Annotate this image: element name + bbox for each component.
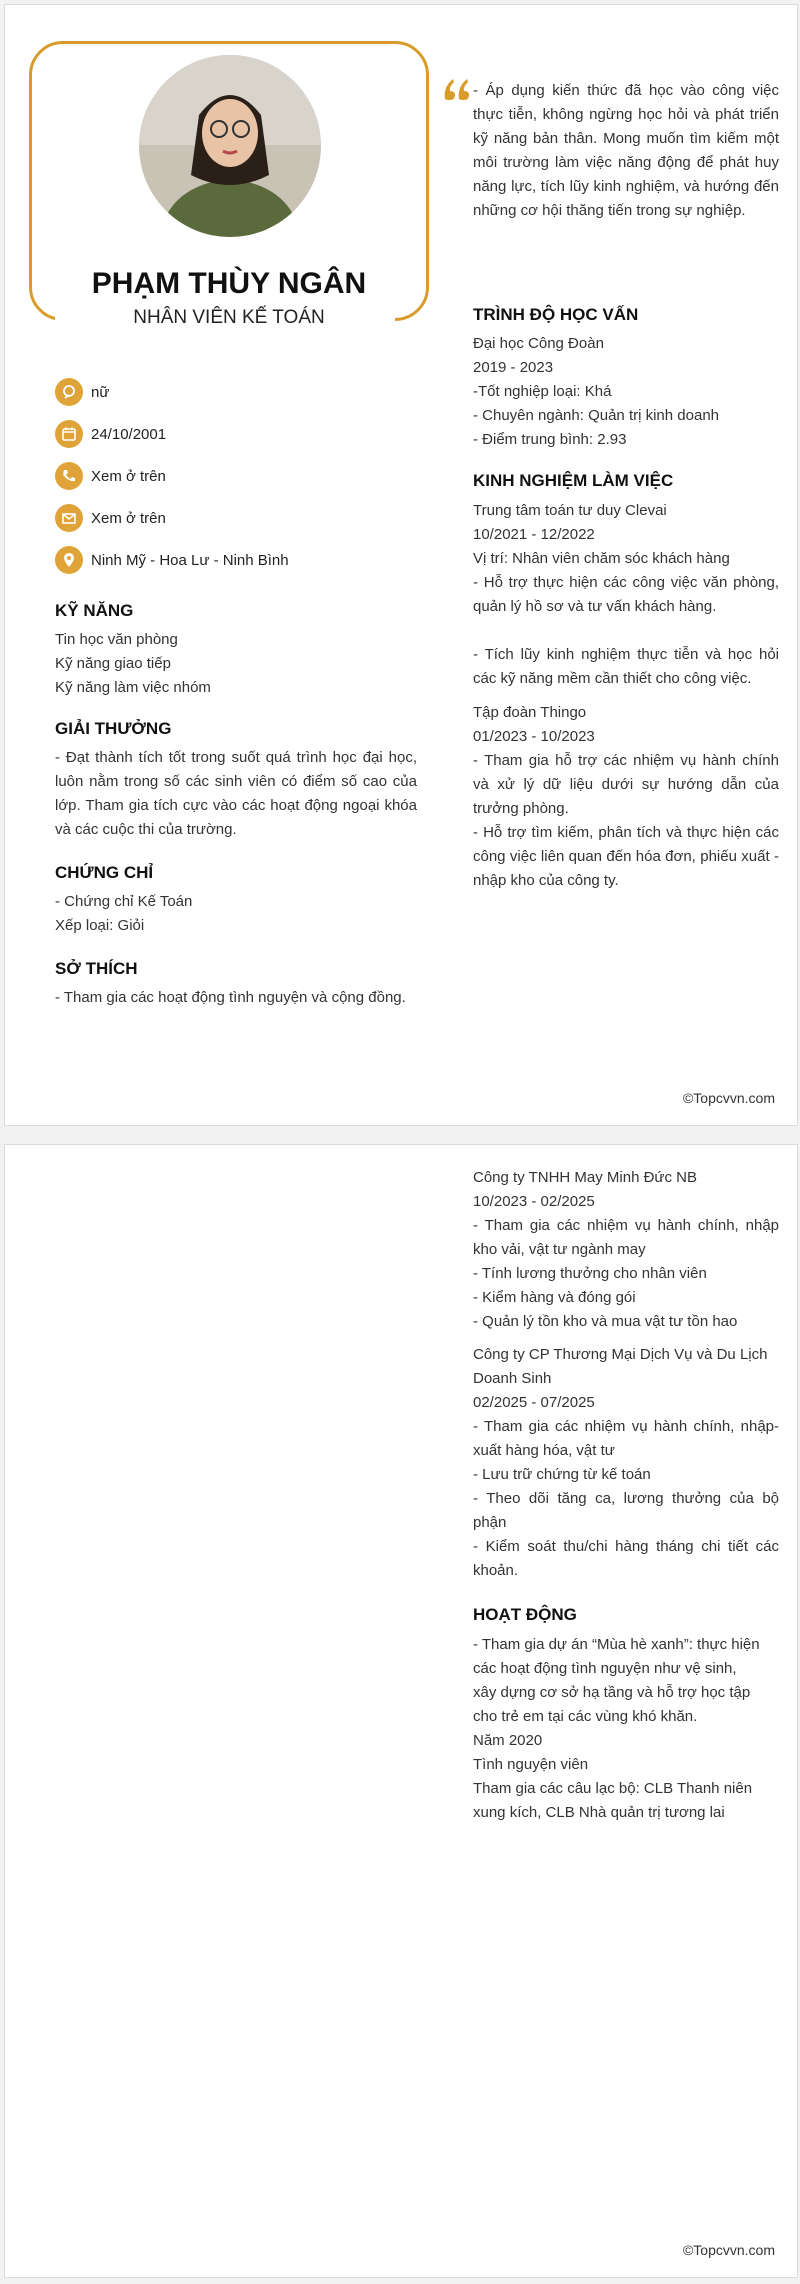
email-icon (55, 504, 83, 532)
skills-heading: KỸ NĂNG (55, 601, 134, 620)
contact-email: Xem ở trên (55, 504, 166, 532)
job-duty: - Hỗ trợ thực hiện các công việc văn phòng, quản lý hồ sơ và tư vấn khách hàng. (473, 574, 779, 615)
job-entry (473, 701, 595, 749)
job-duty: - Hỗ trợ tìm kiếm, phân tích và thực hiện các công việc liên quan đến hóa đơn, phiếu xuất - nhập kho của công ty. (473, 824, 779, 889)
job-duty: - Tham gia các nhiệm vụ hành chính, nhập kho vải, vật tư ngành may (473, 1217, 779, 1258)
job-duty: - Kiểm soát thu/chi hàng tháng chi tiết các khoản. (473, 1538, 779, 1579)
candidate-name: PHẠM THÙY NGÂN (91, 267, 367, 300)
activities-heading: HOẠT ĐỘNG (473, 1605, 577, 1624)
job-duty: - Quản lý tồn kho và mua vật tư tồn hao (473, 1313, 738, 1330)
job-duty: - Lưu trữ chứng từ kế toán (473, 1466, 651, 1483)
job-entry (473, 499, 730, 571)
calendar-icon (55, 420, 83, 448)
experience-heading: KINH NGHIỆM LÀM VIỆC (473, 471, 674, 490)
contact-phone: Xem ở trên (55, 462, 166, 490)
company-name: Tập đoàn Thingo (473, 704, 587, 721)
contact-birthday: 24/10/2001 (55, 420, 166, 448)
company-name: Công ty TNHH May Minh Đức NB (473, 1169, 697, 1186)
skill-item: Kỹ năng làm việc nhóm (55, 679, 211, 696)
education-details: Đại học Công Đoàn 2019 - 2023 -Tốt nghiệp loại: Khá - Chuyên ngành: Quản trị kinh doanh - Điểm trung bình: 2.93 (473, 332, 719, 452)
company-name: Công ty CP Thương Mại Dịch Vụ và Du Lịch Doanh Sinh (473, 1346, 768, 1387)
hobbies-heading: SỞ THÍCH (55, 959, 138, 978)
certificates-list: - Chứng chỉ Kế Toán Xếp loại: Giỏi (55, 893, 193, 934)
contact-location: Ninh Mỹ - Hoa Lư - Ninh Bình (55, 546, 289, 574)
company-name: Trung tâm toán tư duy Clevai (473, 502, 667, 519)
footer-credit: ©Topcvvn.com (682, 1090, 775, 1106)
avatar (139, 55, 321, 237)
job-duty: - Tính lương thưởng cho nhân viên (473, 1265, 707, 1282)
job-duty: - Theo dõi tăng ca, lương thưởng của bộ phận (473, 1490, 779, 1531)
awards-text: - Đạt thành tích tốt trong suốt quá trình học đại học, luôn nằm trong số các sinh viên có điểm số cao của lớp. Tham gia tích cực vào các hoạt động ngoại khóa và các cuộc thi của trường. (55, 749, 417, 838)
job-period: 10/2021 - 12/2022 (473, 526, 595, 543)
job-position: Vị trí: Nhân viên chăm sóc khách hàng (473, 550, 730, 567)
job-entry (473, 1166, 697, 1214)
skill-item: Kỹ năng giao tiếp (55, 655, 171, 672)
quote-icon (443, 77, 471, 101)
school-name: Đại học Công Đoàn (473, 335, 604, 352)
contact-gender: nữ (55, 378, 109, 406)
hobbies-text: - Tham gia các hoạt động tình nguyện và cộng đồng. (55, 989, 406, 1006)
phone-icon (55, 462, 83, 490)
job-period: 10/2023 - 02/2025 (473, 1193, 595, 1210)
awards-heading: GIẢI THƯỞNG (55, 719, 172, 738)
job-period: 01/2023 - 10/2023 (473, 728, 595, 745)
certificates-heading: CHỨNG CHỈ (55, 863, 154, 882)
job-duty: - Tham gia hỗ trợ các nhiệm vụ hành chính và xử lý dữ liệu dưới sự hướng dẫn của trưởng phòng. (473, 752, 779, 817)
cv-page-1 (4, 4, 798, 1126)
job-duty: - Tham gia các nhiệm vụ hành chính, nhập-xuất hàng hóa, vật tư (473, 1418, 779, 1459)
job-duty: - Kiểm hàng và đóng gói (473, 1289, 636, 1306)
skill-item: Tin học văn phòng (55, 631, 178, 648)
job-period: 02/2025 - 07/2025 (473, 1394, 595, 1411)
cv-page-2 (4, 1144, 798, 2278)
career-objective: - Áp dụng kiến thức đã học vào công việc thực tiễn, không ngừng học hỏi và phát triển kỹ năng bản thân. Mong muốn tìm kiếm một môi trường làm việc năng động để phát huy năng lực, tích lũy kinh nghiệm, và hướng đến những cơ hội thăng tiến trong sự nghiệp. (473, 82, 779, 219)
job-title: NHÂN VIÊN KẾ TOÁN (133, 307, 325, 328)
skills-list (55, 628, 211, 700)
location-icon (55, 546, 83, 574)
activities-list: - Tham gia dự án “Mùa hè xanh”: thực hiện các hoạt động tình nguyện như vệ sinh, xây dựng cơ sở hạ tầng và hỗ trợ học tập cho trẻ em tại các vùng khó khăn. Năm 2020 Tình nguyện viên Tham gia các câu lạc bộ: CLB Thanh niên xung kích, CLB Nhà quản trị tương lai (473, 1636, 760, 1821)
gender-icon (55, 378, 83, 406)
footer-credit: ©Topcvvn.com (682, 2242, 775, 2258)
education-heading: TRÌNH ĐỘ HỌC VẤN (473, 305, 639, 324)
job-duty: - Tích lũy kinh nghiệm thực tiễn và học hỏi các kỹ năng mềm cần thiết cho công việc. (473, 646, 779, 687)
